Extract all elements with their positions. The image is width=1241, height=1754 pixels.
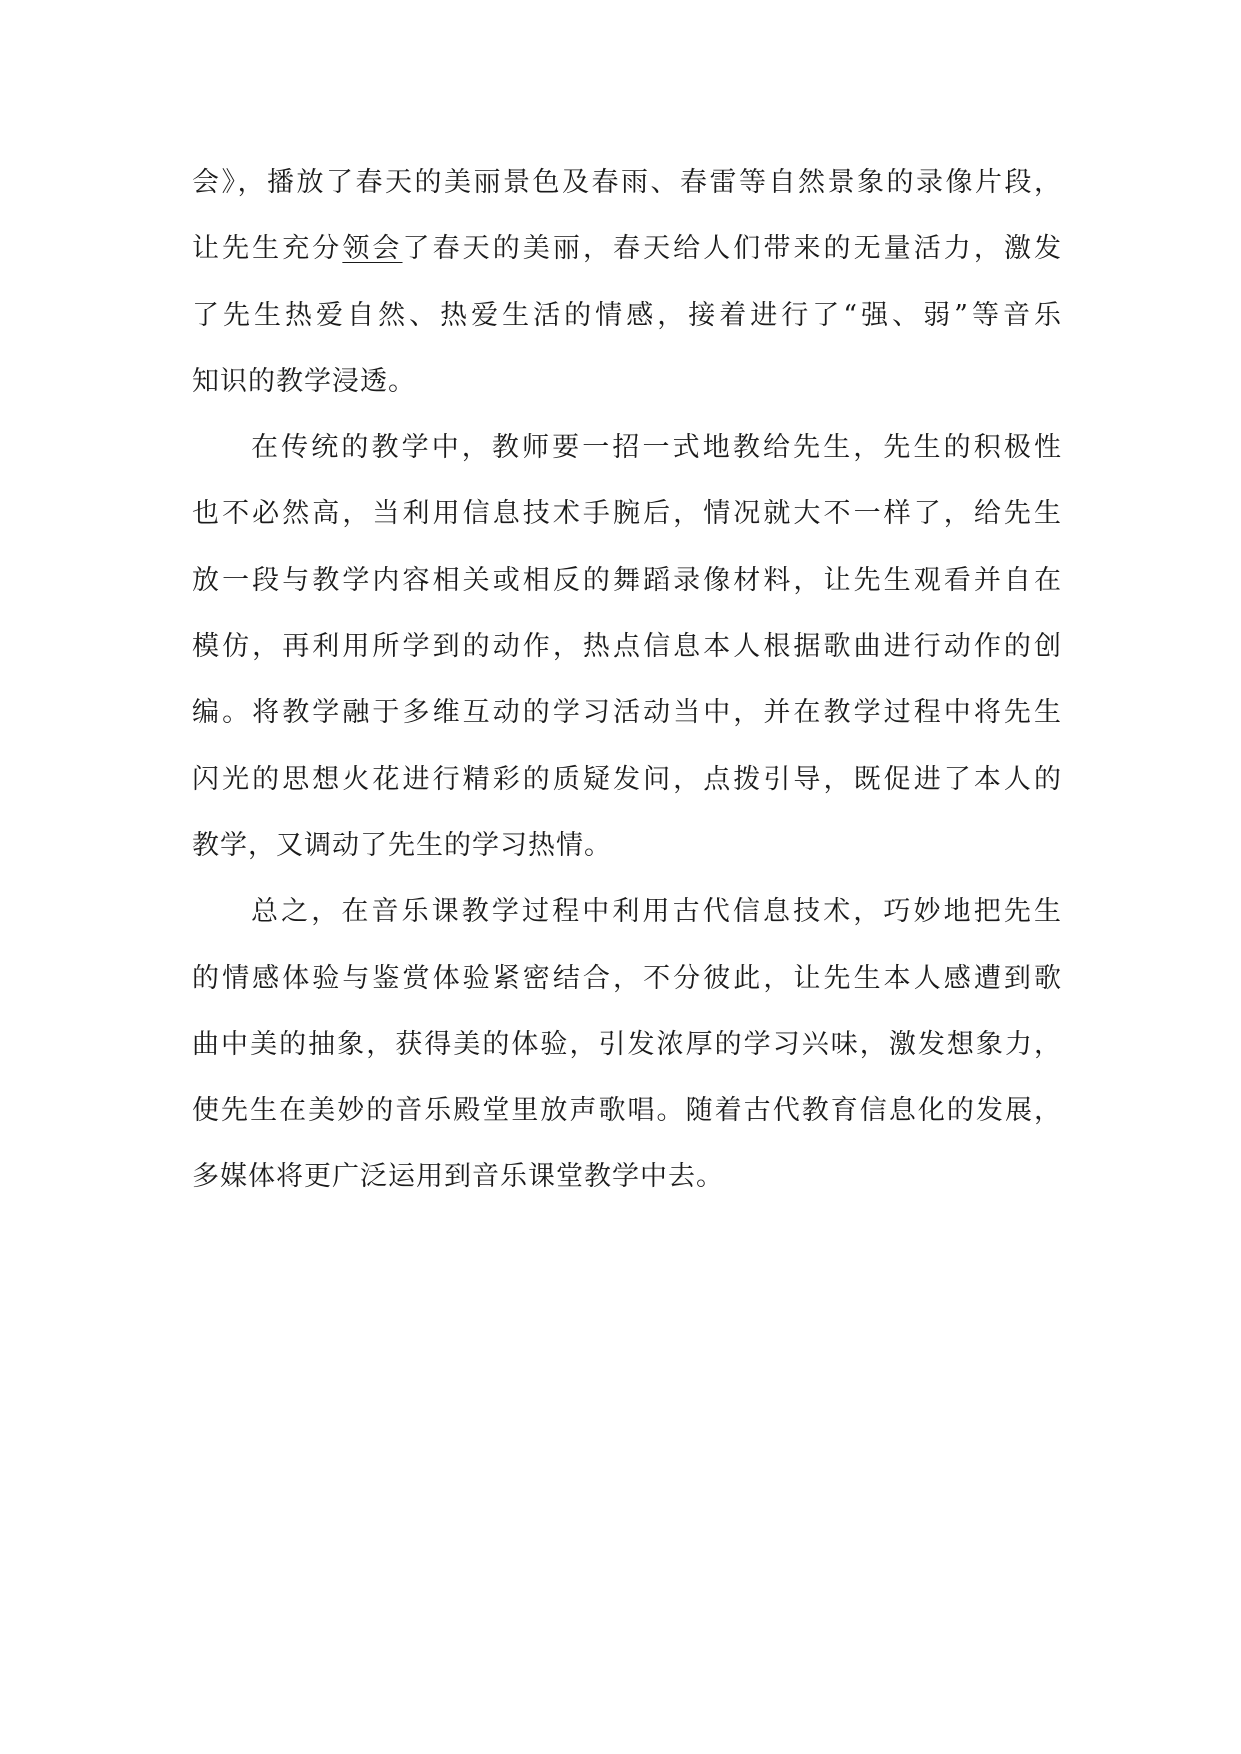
paragraph-line: 曲中美的抽象，获得美的体验，引发浓厚的学习兴味，激发想象力， (192, 1028, 1062, 1060)
paragraph-2 (192, 415, 1062, 879)
underlined-text: 领会 (342, 233, 403, 265)
paragraph-line: 了先生热爱自然、热爱生活的情感，接着进行了“强、弱”等音乐 (192, 299, 1062, 331)
paragraph-line: 知识的教学浸透。 (192, 365, 416, 397)
paragraph-line: 放一段与教学内容相关或相反的舞蹈录像材料，让先生观看并自在 (192, 564, 1062, 596)
text-run: 了春天的美丽，春天给人们带来的无量活力，激发 (402, 233, 1063, 265)
body-text (192, 150, 1062, 1211)
paragraph-line: 的情感体验与鉴赏体验紧密结合，不分彼此，让先生本人感遭到歌 (192, 962, 1062, 994)
paragraph-line: 模仿，再利用所学到的动作，热点信息本人根据歌曲进行动作的创 (192, 631, 1062, 663)
paragraph-line: 总之，在音乐课教学过程中利用古代信息技术，巧妙地把先生 (251, 896, 1062, 928)
paragraph-line: 编。将教学融于多维互动的学习活动当中，并在教学过程中将先生 (192, 697, 1062, 729)
paragraph-3 (192, 879, 1062, 1210)
paragraph-line: 使先生在美妙的音乐殿堂里放声歌唱。随着古代教育信息化的发展， (192, 1095, 1062, 1127)
paragraph-line: 教学，又调动了先生的学习热情。 (192, 829, 612, 861)
paragraph-1 (192, 150, 1062, 415)
paragraph-line: 在传统的教学中，教师要一招一式地教给先生，先生的积极性 (251, 432, 1062, 464)
paragraph-line: 也不必然高，当利用信息技术手腕后，情况就大不一样了，给先生 (192, 498, 1062, 530)
paragraph-line: 会》，播放了春天的美丽景色及春雨、春雷等自然景象的录像片段， (192, 167, 1062, 198)
text-run: 让先生充分 (192, 233, 343, 265)
paragraph-line: 多媒体将更广泛运用到音乐课堂教学中去。 (192, 1161, 724, 1193)
paragraph-line: 闪光的思想火花进行精彩的质疑发问，点拨引导，既促进了本人的 (192, 763, 1062, 795)
paragraph-line (192, 216, 1062, 282)
